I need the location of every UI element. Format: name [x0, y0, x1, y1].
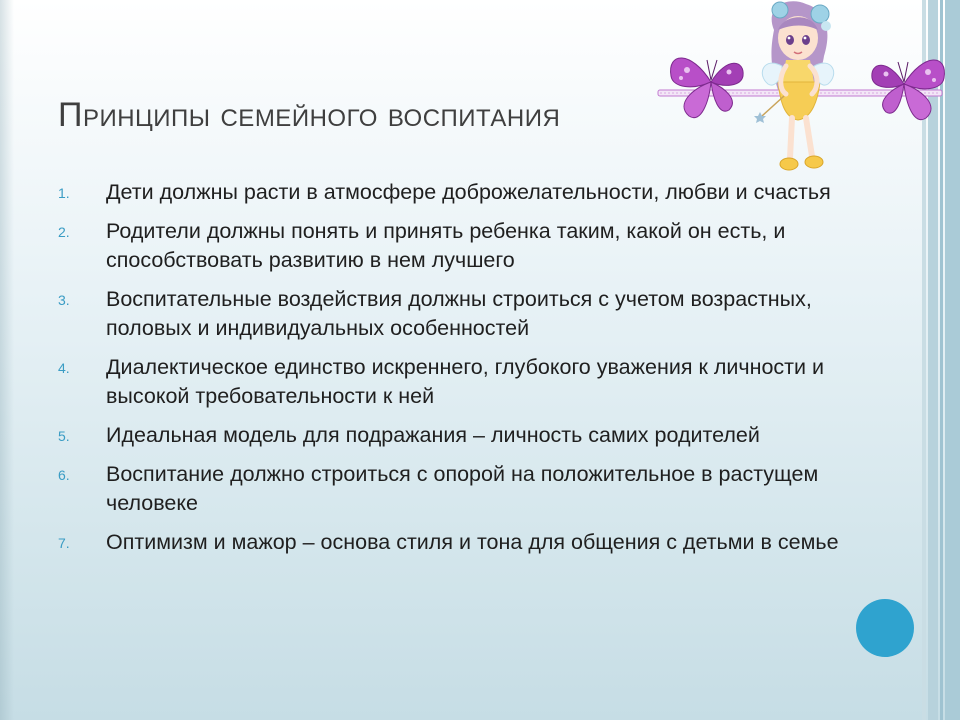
list-item	[58, 353, 848, 411]
accent-circle	[856, 599, 914, 657]
list-item	[58, 285, 848, 343]
item-number: 6.	[58, 467, 70, 483]
item-text: Идеальная модель для подражания – личность самих родителей	[106, 423, 760, 447]
list-item	[58, 528, 848, 557]
item-text: Родители должны понять и принять ребенка таким, какой он есть, и способствовать развитию в нем лучшего	[106, 219, 786, 272]
item-number: 2.	[58, 224, 70, 240]
butterfly-icon	[671, 58, 744, 118]
item-text: Воспитание должно строиться с опорой на положительное в растущем человеке	[106, 462, 819, 515]
item-number: 7.	[58, 535, 70, 551]
item-number: 4.	[58, 360, 70, 376]
item-text: Дети должны расти в атмосфере доброжелательности, любви и счастья	[106, 180, 831, 204]
item-text: Воспитательные воздействия должны строиться с учетом возрастных, половых и индивидуальных особенностей	[106, 287, 812, 340]
list-item	[58, 460, 848, 518]
fairy-icon	[754, 1, 834, 170]
fairy-illustration	[656, 0, 946, 180]
list-item	[58, 421, 848, 450]
item-number: 1.	[58, 185, 70, 201]
item-text: Диалектическое единство искреннего, глубокого уважения к личности и высокой требовательности к ней	[106, 355, 825, 408]
slide-title: Принципы семейного воспитания	[58, 96, 561, 134]
item-number: 5.	[58, 428, 70, 444]
principles-list	[58, 178, 848, 567]
item-number: 3.	[58, 292, 70, 308]
list-item	[58, 178, 848, 207]
list-item	[58, 217, 848, 275]
left-edge-shadow	[0, 0, 14, 720]
item-text: Оптимизм и мажор – основа стиля и тона для общения с детьми в семье	[106, 530, 839, 554]
